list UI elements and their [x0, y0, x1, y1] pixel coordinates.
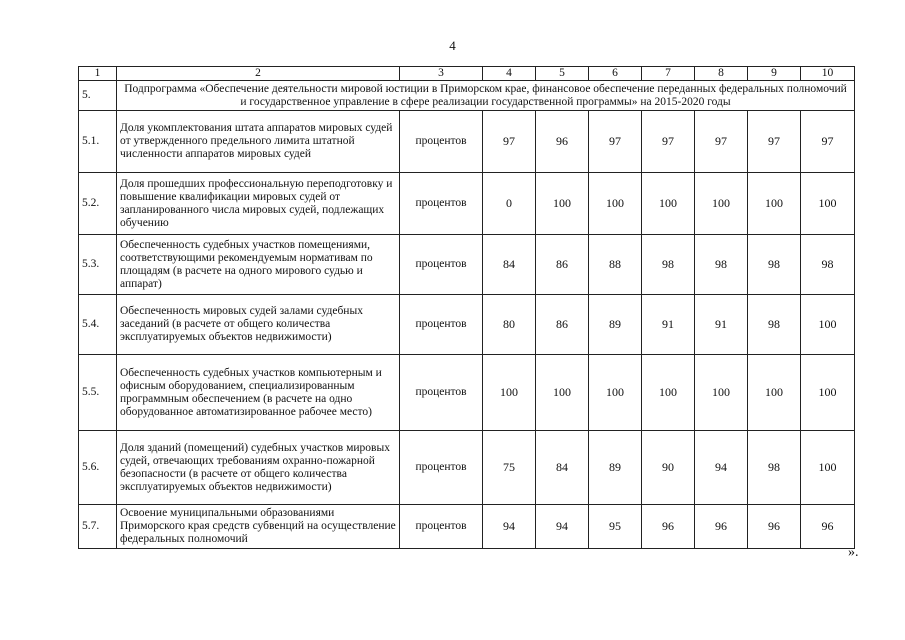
header-row — [79, 67, 855, 81]
row-value: 89 — [589, 295, 642, 355]
row-value: 97 — [748, 111, 801, 173]
row-value: 98 — [642, 235, 695, 295]
row-value: 97 — [589, 111, 642, 173]
row-unit: процентов — [400, 173, 483, 235]
row-number: 5.2. — [79, 173, 117, 235]
row-value: 100 — [536, 355, 589, 431]
page-number: 4 — [449, 38, 456, 53]
table-row — [79, 173, 855, 235]
row-value: 96 — [536, 111, 589, 173]
header-cell: 1 — [79, 67, 117, 81]
row-value: 91 — [695, 295, 748, 355]
row-description: Доля укомплектования штата аппаратов мировых судей от утвержденного предельного лимита штатной численности аппаратов мировых судей — [117, 111, 400, 173]
row-value: 89 — [589, 431, 642, 505]
row-unit: процентов — [400, 431, 483, 505]
row-value: 84 — [536, 431, 589, 505]
row-value: 100 — [642, 355, 695, 431]
table-row — [79, 431, 855, 505]
row-value: 86 — [536, 295, 589, 355]
header-cell: 7 — [642, 67, 695, 81]
row-value: 96 — [801, 505, 855, 549]
row-value: 100 — [695, 355, 748, 431]
row-description: Доля зданий (помещений) судебных участков мировых судей, отвечающих требованиям охранно-пожарной безопасности (в расчете от общего количества эксплуатируемых объектов недвижимости) — [117, 431, 400, 505]
row-value: 100 — [748, 355, 801, 431]
row-value: 100 — [801, 173, 855, 235]
row-value: 91 — [642, 295, 695, 355]
row-value: 100 — [801, 431, 855, 505]
row-value: 100 — [801, 355, 855, 431]
header-cell: 2 — [117, 67, 400, 81]
row-value: 86 — [536, 235, 589, 295]
row-value: 80 — [483, 295, 536, 355]
row-value: 98 — [748, 235, 801, 295]
row-unit: процентов — [400, 235, 483, 295]
header-cell: 8 — [695, 67, 748, 81]
header-cell: 3 — [400, 67, 483, 81]
row-value: 94 — [695, 431, 748, 505]
row-unit: процентов — [400, 295, 483, 355]
row-value: 96 — [748, 505, 801, 549]
row-number: 5.3. — [79, 235, 117, 295]
row-value: 100 — [589, 355, 642, 431]
table-row — [79, 355, 855, 431]
row-value: 100 — [748, 173, 801, 235]
row-value: 100 — [801, 295, 855, 355]
row-number: 5.5. — [79, 355, 117, 431]
row-value: 100 — [589, 173, 642, 235]
row-value: 0 — [483, 173, 536, 235]
row-value: 94 — [536, 505, 589, 549]
row-number: 5.1. — [79, 111, 117, 173]
row-description: Обеспеченность мировых судей залами судебных заседаний (в расчете от общего количества эксплуатируемых объектов недвижимости) — [117, 295, 400, 355]
row-description: Освоение муниципальными образованиями Приморского края средств субвенций на осуществление федеральных полномочий — [117, 505, 400, 549]
row-value: 75 — [483, 431, 536, 505]
header-cell: 6 — [589, 67, 642, 81]
row-unit: процентов — [400, 111, 483, 173]
section-number: 5. — [79, 81, 117, 111]
header-cell: 5 — [536, 67, 589, 81]
row-value: 100 — [695, 173, 748, 235]
table-row — [79, 235, 855, 295]
row-description: Обеспеченность судебных участков компьютерным и офисным оборудованием, специализированным программным обеспечением (в расчете на одно оборудованное автоматизированное рабочее место) — [117, 355, 400, 431]
row-value: 100 — [642, 173, 695, 235]
row-value: 84 — [483, 235, 536, 295]
section-row — [79, 81, 855, 111]
row-unit: процентов — [400, 355, 483, 431]
indicators-table — [78, 66, 855, 549]
row-value: 95 — [589, 505, 642, 549]
table-row — [79, 295, 855, 355]
row-value: 98 — [748, 295, 801, 355]
header-cell: 9 — [748, 67, 801, 81]
row-value: 98 — [695, 235, 748, 295]
section-title: Подпрограмма «Обеспечение деятельности мировой юстиции в Приморском крае, финансовое обеспечение переданных федеральных полномочий и государственное управление в сфере реализации государственной программы» на 2015-2020 годы — [117, 81, 855, 111]
row-value: 98 — [801, 235, 855, 295]
row-number: 5.6. — [79, 431, 117, 505]
row-value: 100 — [483, 355, 536, 431]
row-number: 5.7. — [79, 505, 117, 549]
row-unit: процентов — [400, 505, 483, 549]
row-description: Доля прошедших профессиональную переподготовку и повышение квалификации мировых судей от запланированного числа мировых судей, подлежащих обучению — [117, 173, 400, 235]
row-value: 97 — [483, 111, 536, 173]
row-value: 96 — [695, 505, 748, 549]
row-value: 98 — [748, 431, 801, 505]
row-value: 96 — [642, 505, 695, 549]
row-description: Обеспеченность судебных участков помещениями, соответствующими рекомендуемым нормативам по площадям (в расчете на одного мирового судью и аппарат) — [117, 235, 400, 295]
table-row — [79, 505, 855, 549]
table-row — [79, 111, 855, 173]
row-value: 94 — [483, 505, 536, 549]
closing-quote: ». — [848, 545, 859, 560]
row-value: 90 — [642, 431, 695, 505]
row-value: 100 — [536, 173, 589, 235]
header-cell: 10 — [801, 67, 855, 81]
row-number: 5.4. — [79, 295, 117, 355]
row-value: 97 — [642, 111, 695, 173]
header-cell: 4 — [483, 67, 536, 81]
row-value: 97 — [695, 111, 748, 173]
row-value: 97 — [801, 111, 855, 173]
row-value: 88 — [589, 235, 642, 295]
